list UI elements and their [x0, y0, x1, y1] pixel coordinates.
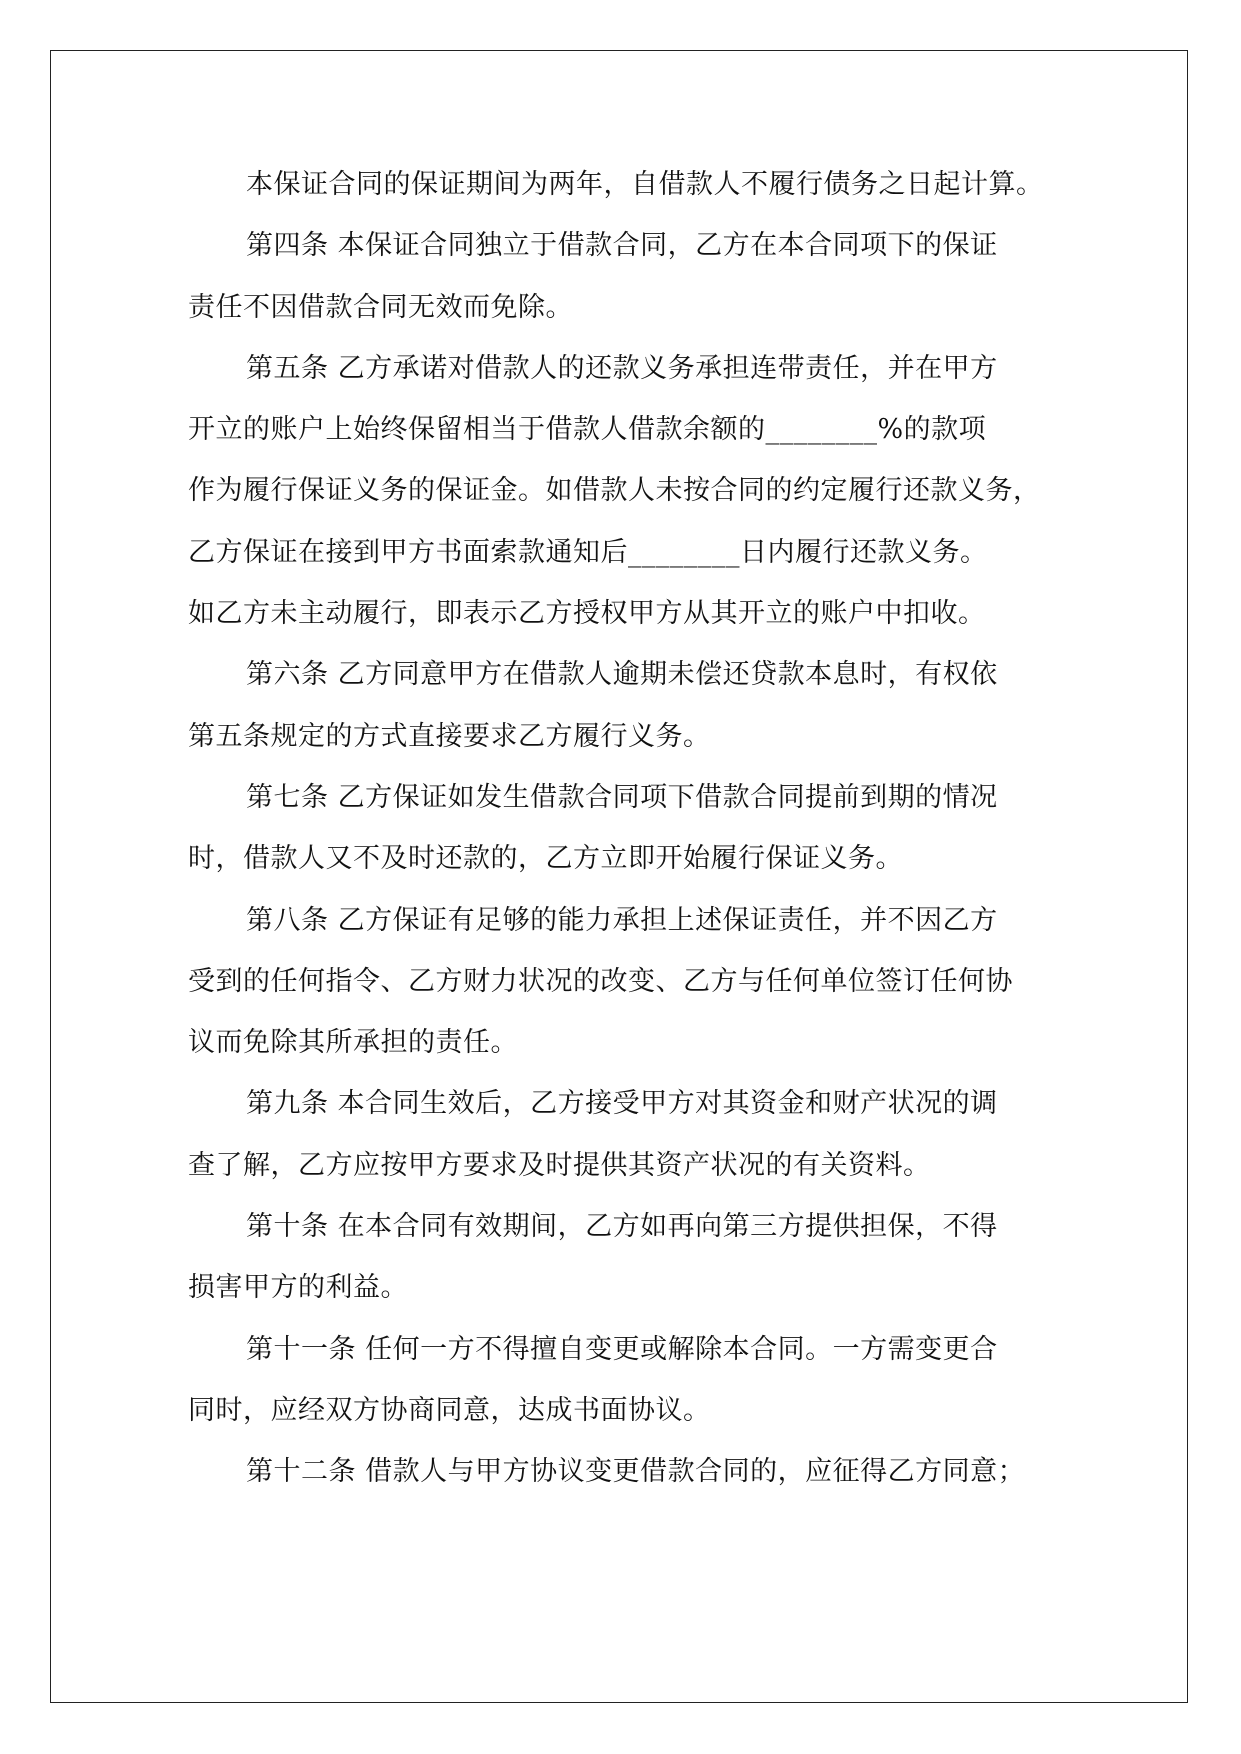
- text-line: 时，借款人又不及时还款的，乙方立即开始履行保证义务。: [188, 843, 903, 875]
- article-7-heading-line: 第七条 乙方保证如发生借款合同项下借款合同提前到期的情况: [246, 781, 998, 813]
- text-line: 同时，应经双方协商同意，达成书面协议。: [188, 1394, 711, 1426]
- text-line: 如乙方未主动履行，即表示乙方授权甲方从其开立的账户中扣收。: [188, 598, 986, 630]
- article-9-heading-line: 第九条 本合同生效后，乙方接受甲方对其资金和财产状况的调: [246, 1088, 998, 1120]
- article-11-heading-line: 第十一条 任何一方不得擅自变更或解除本合同。一方需变更合: [246, 1333, 998, 1365]
- text-line: 本保证合同的保证期间为两年，自借款人不履行债务之日起计算。: [246, 169, 1044, 200]
- text-line: 查了解，乙方应按甲方要求及时提供其资产状况的有关资料。: [188, 1149, 931, 1181]
- article-4-heading-line: 第四条 本保证合同独立于借款合同，乙方在本合同项下的保证: [246, 230, 998, 262]
- article-8-heading-line: 第八条 乙方保证有足够的能力承担上述保证责任，并不因乙方: [246, 904, 998, 936]
- text-line: 乙方保证在接到甲方书面索款通知后________日内履行还款义务。: [188, 536, 988, 568]
- article-10-heading-line: 第十条 在本合同有效期间，乙方如再向第三方提供担保，不得: [246, 1211, 998, 1243]
- text-line: 议而免除其所承担的责任。: [188, 1027, 518, 1059]
- document-body: [188, 154, 1068, 1503]
- text-line: 开立的账户上始终保留相当于借款人借款余额的________%的款项: [188, 414, 987, 446]
- text-line: 作为履行保证义务的保证金。如借款人未按合同的约定履行还款义务，: [188, 475, 1041, 507]
- text-line: 第五条规定的方式直接要求乙方履行义务。: [188, 720, 711, 752]
- text-line: 受到的任何指令、乙方财力状况的改变、乙方与任何单位签订任何协: [188, 965, 1013, 997]
- text-line: 责任不因借款合同无效而免除。: [188, 291, 573, 323]
- article-6-heading-line: 第六条 乙方同意甲方在借款人逾期未偿还贷款本息时，有权依: [246, 659, 998, 691]
- article-5-heading-line: 第五条 乙方承诺对借款人的还款义务承担连带责任，并在甲方: [246, 352, 998, 384]
- article-12-heading-line: 第十二条 借款人与甲方协议变更借款合同的，应征得乙方同意；: [246, 1456, 1026, 1488]
- text-line: 损害甲方的利益。: [188, 1272, 408, 1304]
